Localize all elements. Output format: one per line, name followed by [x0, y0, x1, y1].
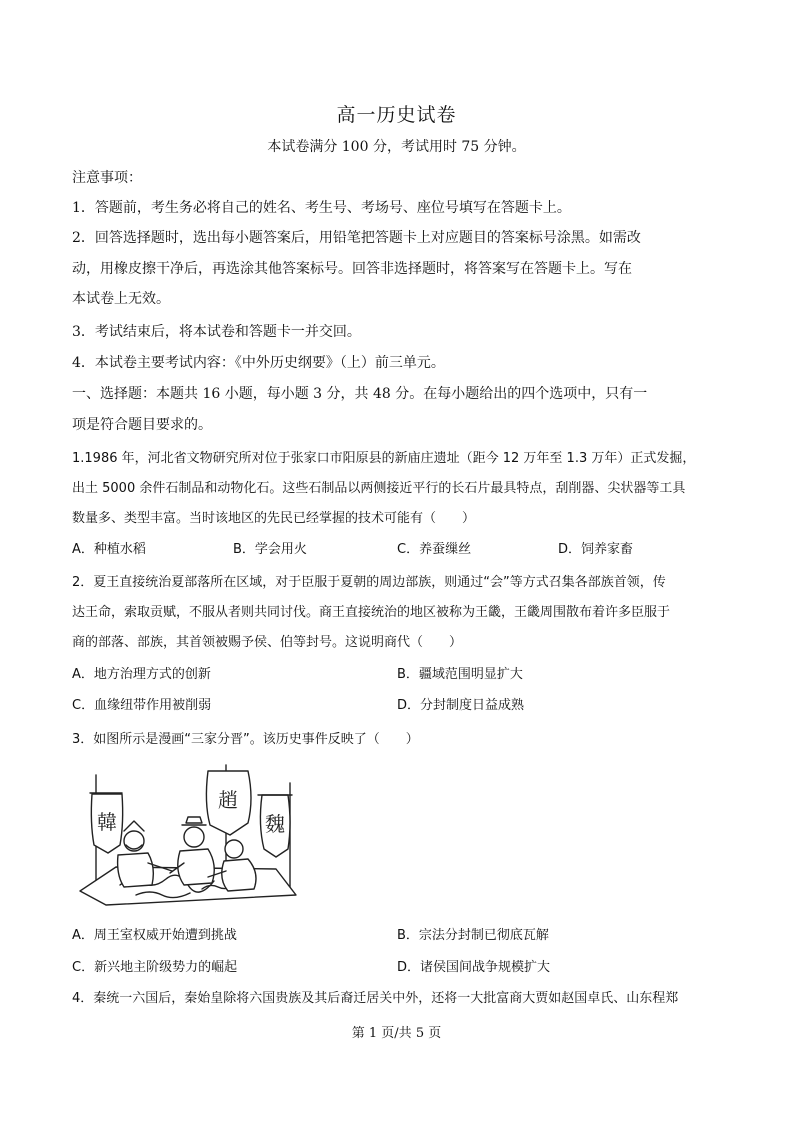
- q2-option-d: D．分封制度日益成熟: [397, 698, 525, 713]
- three-families-cartoon: [76, 763, 306, 913]
- q3-option-a: A．周王室权威开始遭到挑战: [72, 928, 237, 943]
- note-line: 3．考试结束后，将本试卷和答题卡一并交回。: [72, 324, 361, 340]
- question-4-line: 4．秦统一六国后，秦始皇除将六国贵族及其后裔迁居关中外，还将一大批富商大贾如赵国卓氏、山东程郑: [72, 991, 679, 1006]
- q3-option-b: B．宗法分封制已彻底瓦解: [397, 928, 549, 943]
- q2-option-b: B．疆域范围明显扩大: [397, 667, 523, 682]
- note-line: 2．回答选择题时，选出每小题答案后，用铅笔把答题卡上对应题目的答案标号涂黑。如需改: [72, 230, 641, 246]
- question-1-line: 数量多、类型丰富。当时该地区的先民已经掌握的技术可能有（ ）: [72, 511, 476, 526]
- q3-option-c: C．新兴地主阶级势力的崛起: [72, 960, 238, 975]
- banner-wei: 魏: [265, 812, 285, 836]
- question-2-line: 2．夏王直接统治夏部落所在区域，对于臣服于夏朝的周边部族，则通过“会”等方式召集各部族首领，传: [72, 575, 666, 590]
- banner-zhao: 趙: [218, 788, 238, 812]
- note-line: 1．答题前，考生务必将自己的姓名、考生号、考场号、座位号填写在答题卡上。: [72, 200, 571, 216]
- q2-option-c: C．血缘纽带作用被削弱: [72, 698, 212, 713]
- question-3-line: 3．如图所示是漫画“三家分晋”。该历史事件反映了（ ）: [72, 732, 419, 747]
- q1-option-b: B．学会用火: [233, 542, 307, 557]
- page-footer: 第 1 页/共 5 页: [351, 1026, 442, 1041]
- note-line: 4．本试卷主要考试内容：《中外历史纲要》（上）前三单元。: [72, 355, 445, 371]
- question-2-line: 达王命，索取贡赋，不服从者则共同讨伐。商王直接统治的地区被称为王畿，王畿周围散布着许多臣服于: [72, 605, 671, 620]
- section-heading: 项是符合题目要求的。: [72, 417, 212, 433]
- q1-option-a: A．种植水稻: [72, 542, 146, 557]
- notes-heading: 注意事项：: [72, 170, 142, 186]
- question-2-line: 商的部落、部族，其首领被赐予侯、伯等封号。这说明商代（ ）: [72, 635, 463, 650]
- banner-han: 韓: [97, 810, 117, 834]
- q2-option-a: A．地方治理方式的创新: [72, 667, 211, 682]
- question-1-line: 出土 5000 余件石制品和动物化石。这些石制品以两侧接近平行的长石片最具特点，刮削器、尖状器等工具: [72, 481, 686, 496]
- note-line: 本试卷上无效。: [72, 291, 170, 307]
- page-title: 高一历史试卷: [336, 104, 457, 126]
- q1-option-c: C．养蚕缫丝: [397, 542, 472, 557]
- q1-option-d: D．饲养家畜: [558, 542, 634, 557]
- exam-info: 本试卷满分 100 分，考试用时 75 分钟。: [267, 139, 526, 155]
- q3-option-d: D．诸侯国间战争规模扩大: [397, 960, 551, 975]
- section-heading: 一、选择题：本题共 16 小题，每小题 3 分，共 48 分。在每小题给出的四个选项中，只有一: [72, 386, 648, 402]
- note-line: 动，用橡皮擦干净后，再选涂其他答案标号。回答非选择题时，将答案写在答题卡上。写在: [72, 261, 632, 277]
- question-1-line: 1.1986 年，河北省文物研究所对位于张家口市阳原县的新庙庄遗址（距今 12 万年至 1.3 万年）正式发掘，: [72, 451, 696, 466]
